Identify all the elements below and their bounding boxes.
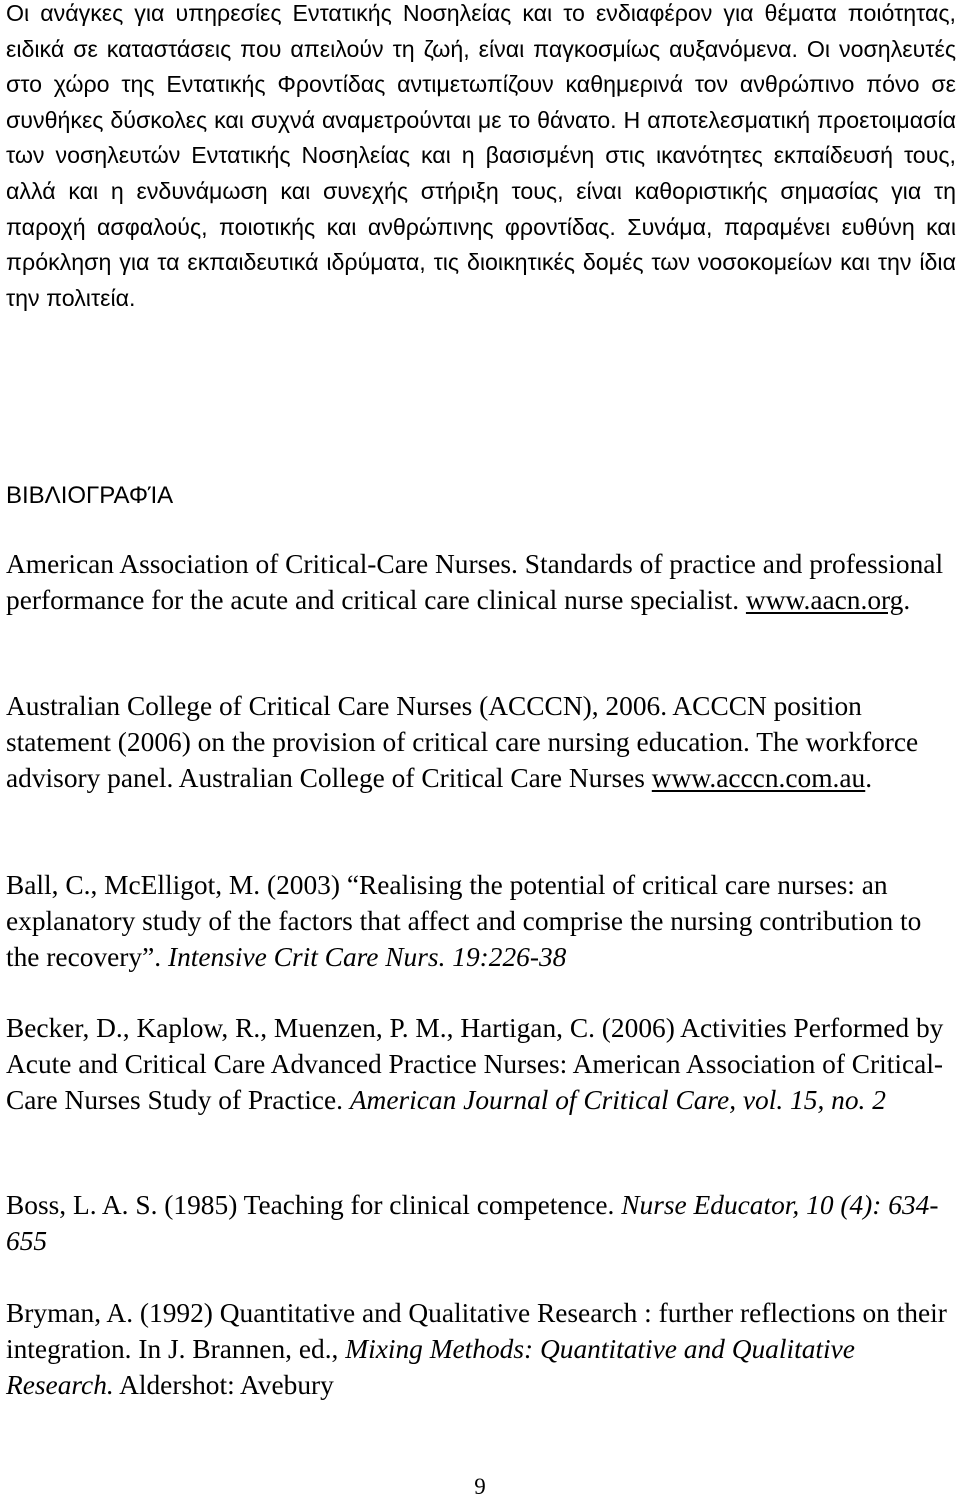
intro-paragraph: Οι ανάγκες για υπηρεσίες Εντατικής Νοσηλείας και το ενδιαφέρον για θέματα ποιότητας, ειδικά σε καταστάσεις που απειλούν τη ζωή, είναι παγκοσμίως αυξανόμενα. Οι νοσηλευτές στο χώρο της Εντατικής Φροντίδας αντιμετωπίζουν καθημερινά τον ανθρώπινο πόνο σε συνθήκες δύσκολες και συχνά αναμετρούνται με το θάνατο. Η αποτελεσματική προετοιμασία των νοσηλευτών Εντατικής Νοσηλείας και η βασισμένη στις ικανότητες εκπαίδευσή τους, αλλά και η ενδυνάμωση και συνεχής στήριξη τους, είναι καθοριστικής σημασίας για τη παροχή ασφαλούς, ποιοτικής και ανθρώπινης φροντίδας. Συνάμα, παραμένει ευθύνη και πρόκληση για τα εκπαιδευτικά ιδρύματα, τις διοικητικές δομές των νοσοκομείων και την ίδια την πολιτεία. xyxy=(6,0,956,311)
reference-text: Australian College of Critical Care Nurses (ACCCN), 2006. ACCCN position statement (2006) on the provision of critical care nursing education. The workforce advisory panel. Australian College of Critical Care Nurses xyxy=(6,691,919,793)
bibliography-heading: ΒΙΒΛΙΟΓΡΑΦΊΑ xyxy=(6,482,174,509)
reference-text: Boss, L. A. S. (1985) Teaching for clinical competence. xyxy=(6,1190,622,1220)
reference-link[interactable]: www.aacn.org xyxy=(745,584,904,615)
reference-tail: Aldershot: Avebury xyxy=(113,1369,334,1400)
reference-text: Bryman, A. (1992) Quantitative and Qualitative Research : further reflections on their integration. In J. Brannen, ed., xyxy=(6,1298,947,1364)
reference-text: Ball, C., McElligot, M. (2003) “Realising the potential of critical care nurses: an explanatory study of the factors that affect and comprise the nursing contribution to the recovery”. xyxy=(6,870,922,972)
reference-item xyxy=(6,1011,956,1118)
reference-tail: . xyxy=(903,584,911,615)
reference-link[interactable]: www.acccn.com.au xyxy=(651,762,866,793)
reference-item xyxy=(6,547,956,619)
reference-source: American Journal of Critical Care, vol. 15, no. 2 xyxy=(349,1084,886,1115)
reference-item xyxy=(6,689,956,796)
reference-text: American Association of Critical-Care Nurses. Standards of practice and professional performance for the acute and critical care clinical nurse specialist. xyxy=(6,549,944,615)
reference-item xyxy=(6,868,956,975)
reference-source: Nurse Educator, 10 (4): 634-655 xyxy=(6,1190,939,1256)
page-number: 9 xyxy=(474,1474,486,1499)
reference-item xyxy=(6,1296,956,1403)
reference-source: Intensive Crit Care Nurs. 19:226-38 xyxy=(167,941,567,972)
reference-text: Becker, D., Kaplow, R., Muenzen, P. M., Hartigan, C. (2006) Activities Performed by Acute and Critical Care Advanced Practice Nurses: American Association of Critical-Care Nurses Study of Practice. xyxy=(6,1013,944,1115)
reference-tail: . xyxy=(865,762,873,793)
reference-item xyxy=(6,1188,956,1260)
reference-source: Mixing Methods: Quantitative and Qualitative Research. xyxy=(6,1333,855,1400)
